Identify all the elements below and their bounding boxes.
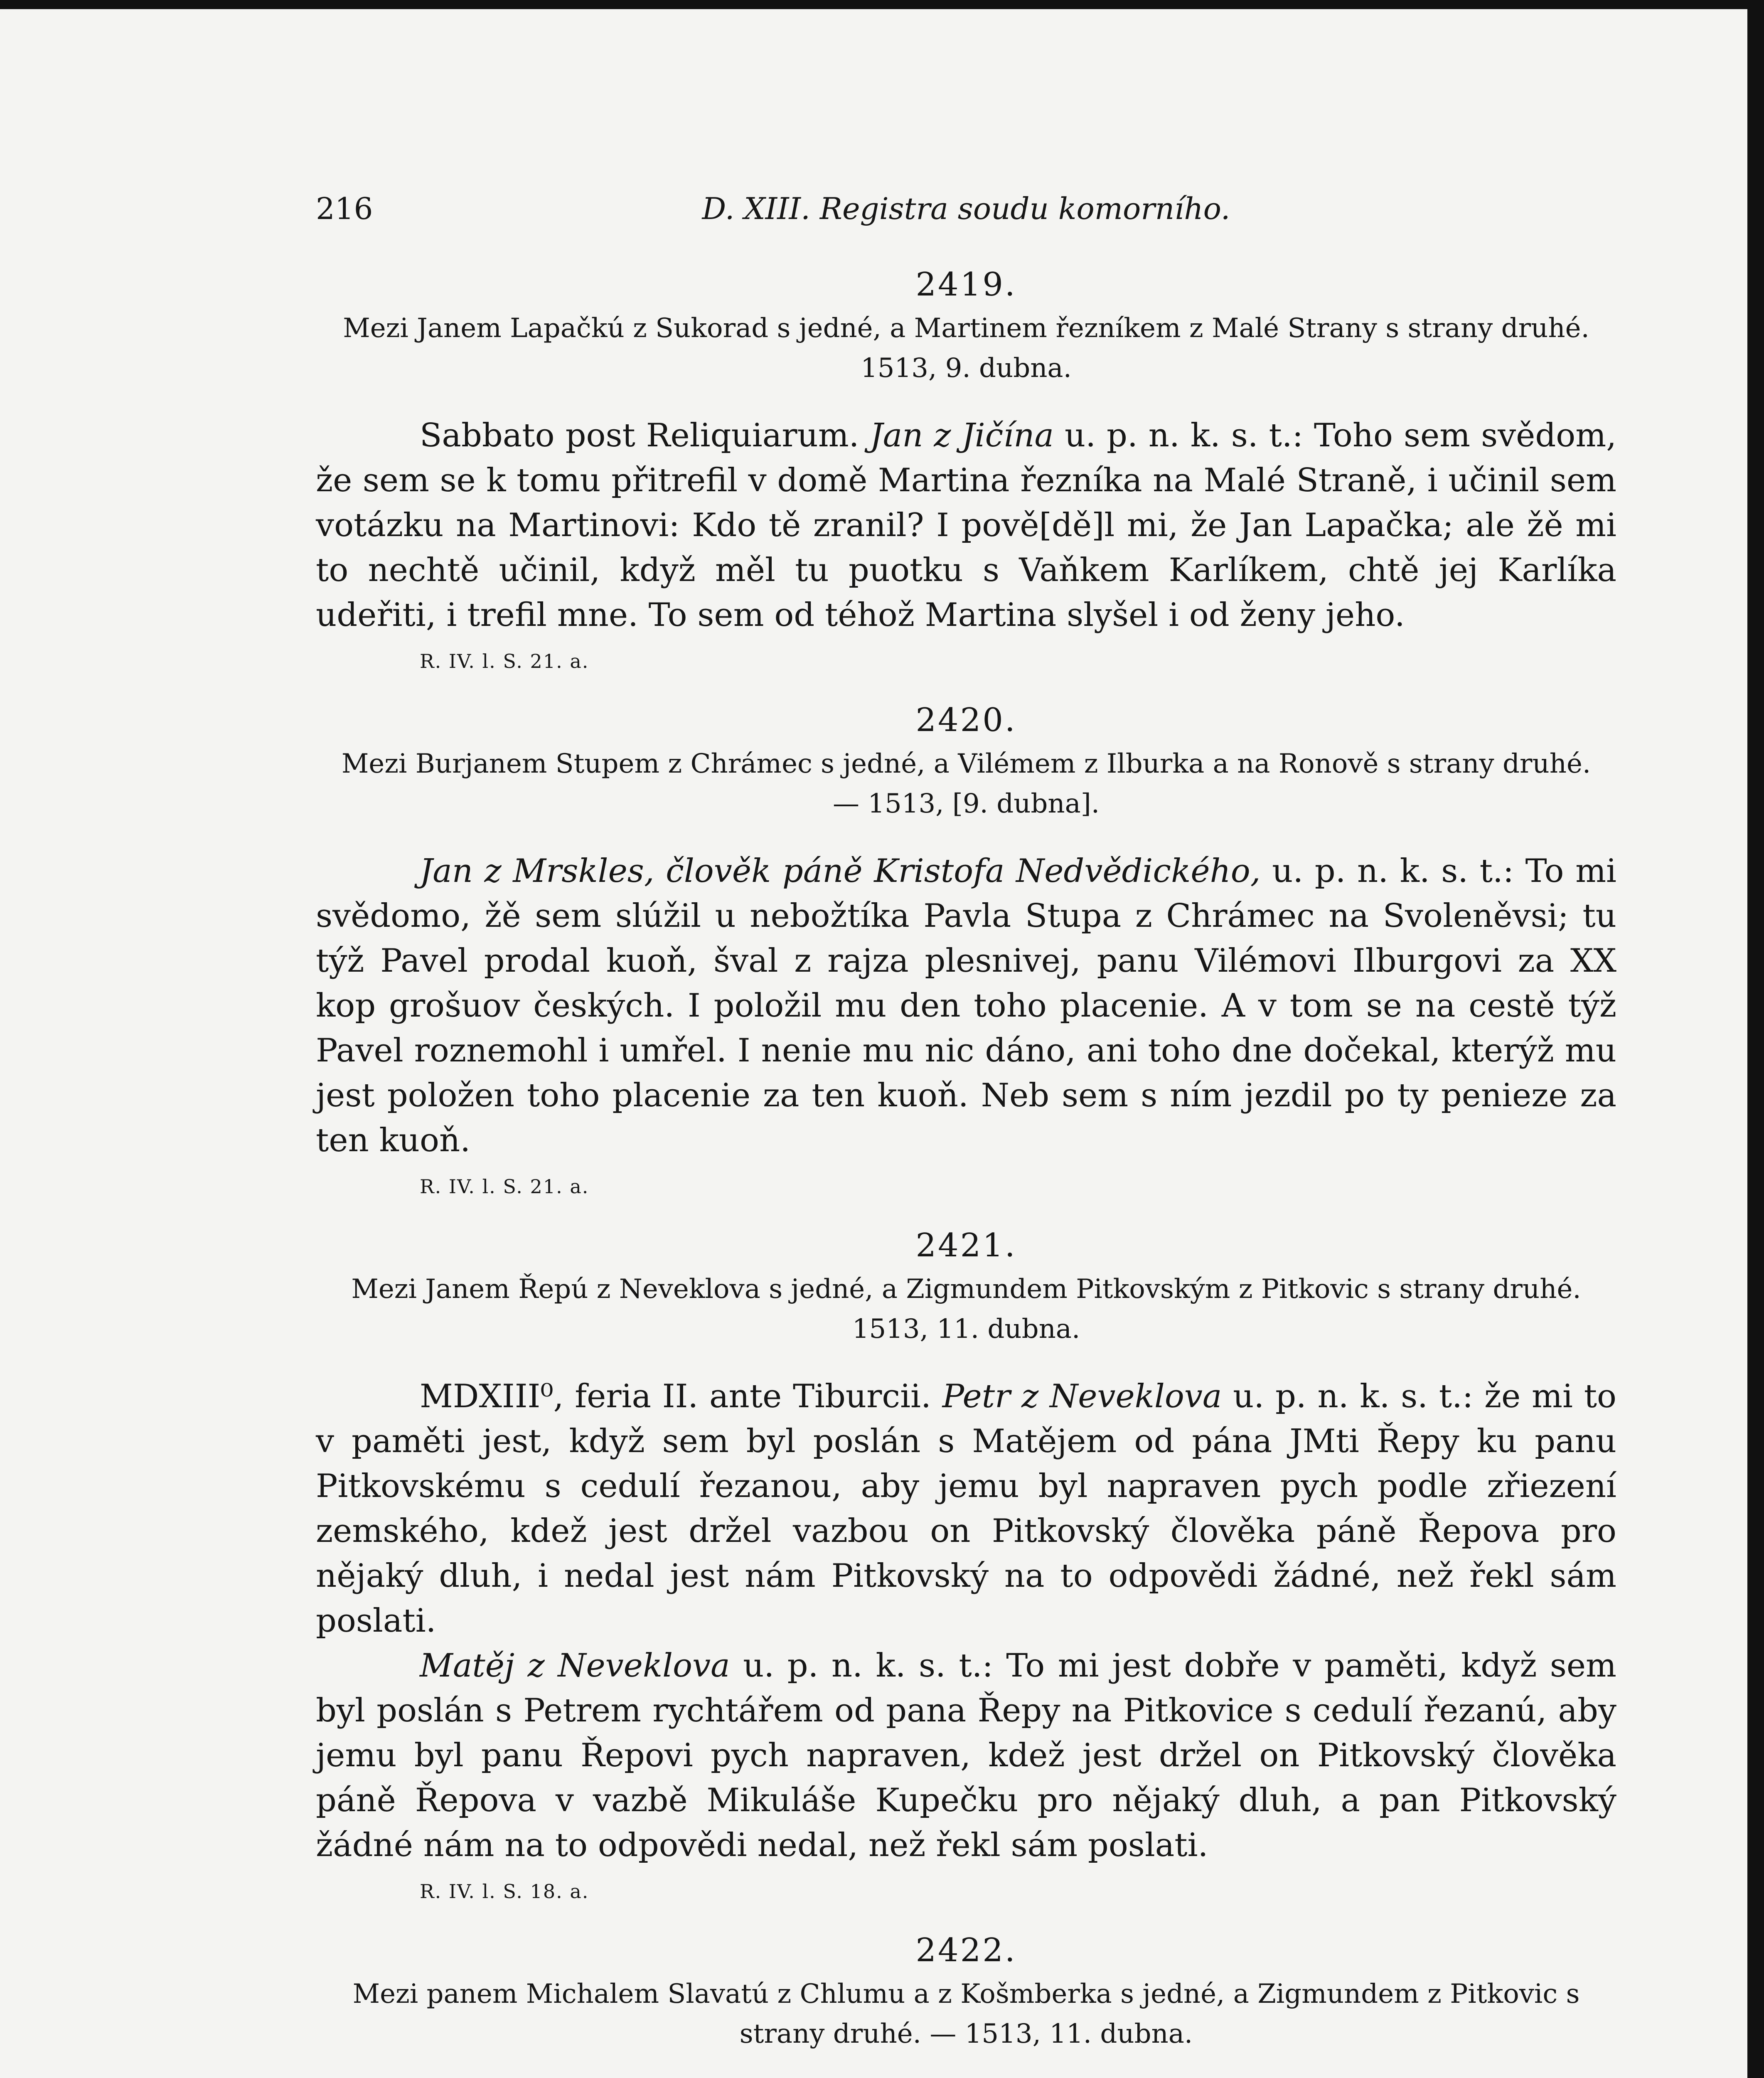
page-header (316, 191, 1616, 237)
entry-heading: Mezi Janem Řepú z Neveklova s jedné, a Zigmundem Pitkovským z Pitkovic s strany druhé. 1513, 11. dubna. (351, 1274, 1581, 1344)
entry-heading: Mezi panem Michalem Slavatú z Chlumu a z Košmberka s jedné, a Zigmundem z Pitkovic s strany druhé. — 1513, 11. dubna. (352, 1979, 1580, 2049)
entry-2419 (316, 266, 1616, 672)
testimony-paragraph (316, 1643, 1616, 1868)
running-title: D. XIII. Registra soudu komorního. (702, 191, 1230, 226)
page-number: 216 (316, 191, 373, 226)
entry-number: 2421. (915, 1227, 1017, 1264)
entry-number: 2419. (915, 266, 1017, 303)
witness-name: Matěj z Neveklova (420, 1647, 730, 1684)
testimony-text: u. p. n. k. s. t.: To mi jest dobře v paměti, když sem byl poslán s Petrem rychtářem od pana Řepy na Pitkovice s cedulí řezanú, aby jemu byl panu Řepovi pych napraven, kdež jest držel on Pitkovský člověka páně Řepova v vazbě Mikuláše Kupečku pro nějaký dluh, a pan Pitkovský žádné nám na to odpovědi nedal, než řekl sám poslati. (316, 1647, 1616, 1864)
archive-reference: R. IV. l. S. 18. a. (420, 1880, 589, 1903)
entry-number: 2422. (915, 1932, 1017, 1969)
entry-number: 2420. (915, 702, 1017, 739)
archive-reference: R. IV. l. S. 21. a. (420, 1175, 589, 1198)
testimony-text: u. p. n. k. s. t.: To mi svědomo, žě sem slúžil u nebožtíka Pavla Stupa z Chrámec na Svoleněvsi; tu týž Pavel prodal kuoň, šval z rajza plesnivej, panu Vilémovi Ilburgovi za XX kop grošuov českých. I položil mu den toho placenie. A v tom se na cestě týž Pavel roznemohl i umřel. I nenie mu nic dáno, ani toho dne dočekal, kterýž mu jest položen toho placenie za ten kuoň. Neb sem s ním jezdil po ty penieze za ten kuoň. (316, 852, 1616, 1159)
testimony-text: u. p. n. k. s. t.: Toho sem svědom, že sem se k tomu přitrefil v domě Martina řezníka na Malé Straně, i učinil sem votázku na Martinovi: Kdo tě zranil? I pově[dě]l mi, že Jan Lapačka; ale žě mi to nechtě učinil, když měl tu puotku s Vaňkem Karlíkem, chtě jej Karlíka udeřiti, i trefil mne. To sem od téhož Martina slyšel i od ženy jeho. (316, 417, 1616, 634)
witness-name: Jan z Jičína (870, 417, 1054, 454)
entry-heading: Mezi Janem Lapačkú z Sukorad s jedné, a Martinem řezníkem z Malé Strany s strany druhé. 1513, 9. dubna. (343, 313, 1589, 384)
page (316, 191, 1616, 2078)
testimony-paragraph (316, 413, 1616, 638)
entry-2420 (316, 702, 1616, 1198)
witness-name: Petr z Neveklova (942, 1378, 1222, 1415)
witness-name: Jan z Mrskles, člověk páně Kristofa Nedvědického, (420, 852, 1261, 890)
testimony-date: Sabbato post Reliquiarum. (420, 417, 870, 454)
testimony-text: u. p. n. k. s. t.: že mi to v paměti jest, když sem byl poslán s Matějem od pána JMti Řepy ku panu Pitkovskému s cedulí řezanou, aby jemu byl napraven pych podle zřiezení zemského, kdež jest držel vazbou on Pitkovský člověka páně Řepova pro nějaký dluh, i nedal jest nám Pitkovský na to odpovědi žádné, než řekl sám poslati. (316, 1378, 1616, 1640)
testimony-paragraph (316, 849, 1616, 1163)
scan-border-top (0, 0, 1764, 9)
entry-2422 (316, 1932, 1616, 2078)
testimony-date: MDXIII⁰, feria II. ante Tiburcii. (420, 1378, 942, 1415)
scan-border-right (1747, 0, 1764, 2078)
entry-heading: Mezi Burjanem Stupem z Chrámec s jedné, a Vilémem z Ilburka a na Ronově s strany druhé. — 1513, [9. dubna]. (341, 748, 1591, 819)
entry-2421 (316, 1227, 1616, 1903)
testimony-paragraph (316, 1374, 1616, 1643)
archive-reference: R. IV. l. S. 21. a. (420, 650, 589, 672)
